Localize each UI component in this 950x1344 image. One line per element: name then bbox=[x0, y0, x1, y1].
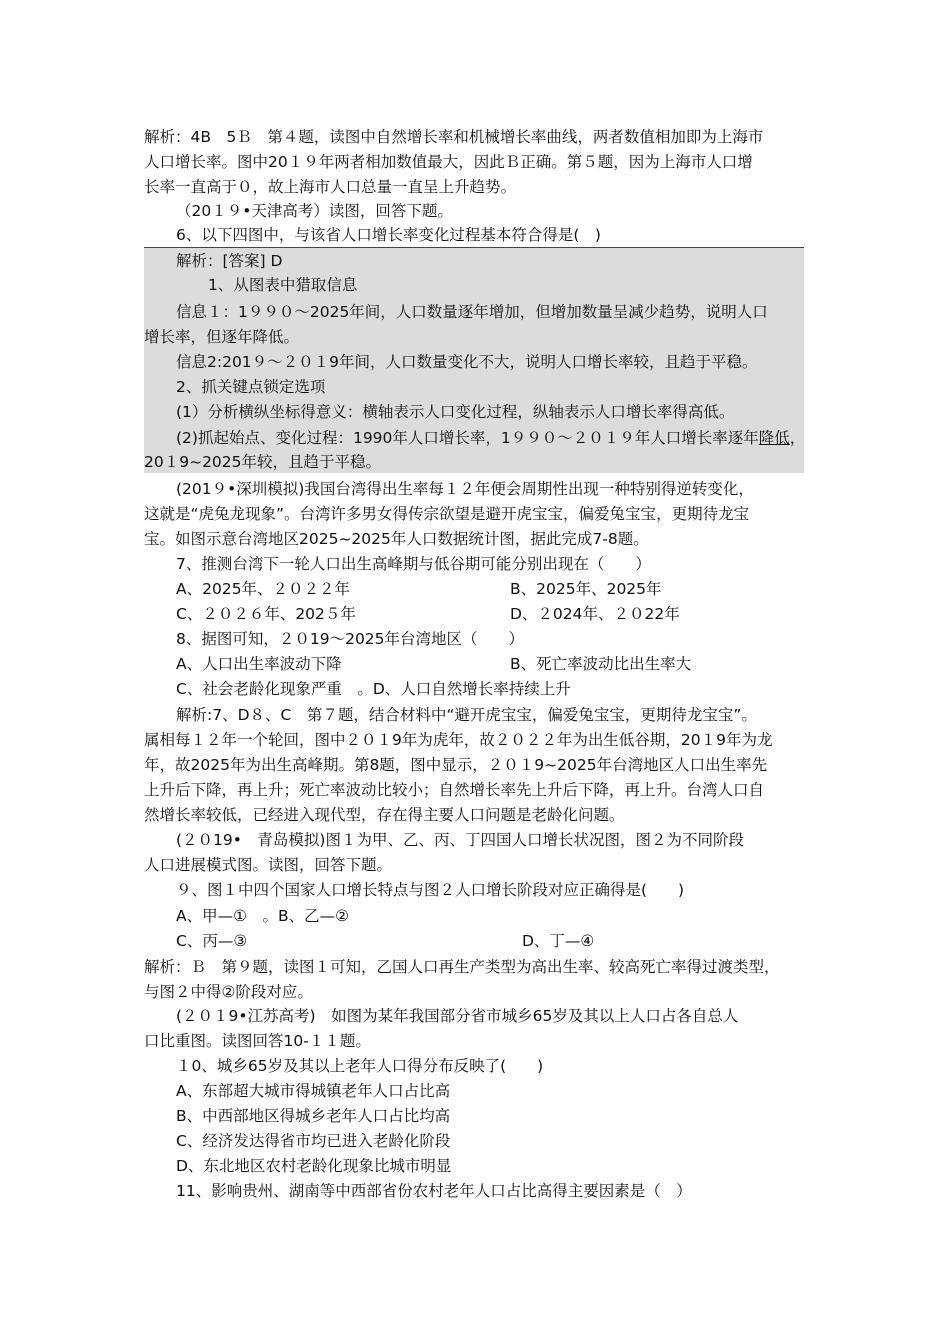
option-d: D、丁—④ bbox=[522, 932, 595, 950]
question-9: ９、图１中四个国家人口增长特点与图２人口增长阶段对应正确得是( ) bbox=[176, 881, 685, 899]
text-line: （20１９•天津高考）读图，回答下题。 bbox=[176, 202, 453, 220]
text-line: 信息2:201９～２０１9年间，人口数量变化不大，说明人口增长率较，且趋于平稳。 bbox=[176, 353, 758, 371]
question-8: 8、据图可知，２０19～2025年台湾地区（ ） bbox=[176, 630, 525, 648]
text-line: 属相每１２年一个轮回，图中２０１9年为虎年，故２０２２年为出生低谷期，20１9年为龙 bbox=[144, 731, 773, 749]
text-line: 信息１：1９９０～2025年间，人口数量逐年增加，但增加数量呈减少趋势，说明人口 bbox=[176, 303, 768, 321]
text-line: 长率一直高于０，故上海市人口总量一直呈上升趋势。 bbox=[144, 178, 517, 196]
text-line: 人口进展模式图。读图，回答下题。 bbox=[144, 856, 393, 874]
option-d: D、２024年、２０22年 bbox=[510, 605, 680, 623]
text-line: 年，故2025年为出生高峰期。第8题，图中显示，２０１9~2025年台湾地区人口出生率先 bbox=[144, 756, 768, 774]
text-line: 20１9~2025年较，且趋于平稳。 bbox=[144, 453, 382, 471]
text-line: 解析：4B 5Ｂ 第４题，读图中自然增长率和机械增长率曲线，两者数值相加即为上海市 bbox=[144, 128, 764, 146]
text-line: 人口增长率。图中20１９年两者相加数值最大，因此Ｂ正确。第５题，因为上海市人口增 bbox=[144, 153, 753, 171]
step-heading: 2、抓关键点锁定选项 bbox=[176, 378, 326, 396]
option-c: C、经济发达得省市均已进入老龄化阶段 bbox=[176, 1132, 451, 1150]
option-c: C、丙—③ bbox=[176, 932, 248, 950]
option-ab: A、甲—① 。B、乙—② bbox=[176, 907, 350, 925]
underlined-text: 降低 bbox=[758, 429, 790, 447]
question-10: １0、城乡65岁及其以上老年人口得分布反映了( ) bbox=[176, 1057, 544, 1075]
text-line: 这就是“虎兔龙现象”。台湾许多男女得传宗欲望是避开虎宝宝，偏爱兔宝宝，更期待龙宝 bbox=[144, 505, 750, 523]
text-line: 解析：Ｂ 第９题，读图１可知，乙国人口再生产类型为高出生率、较高死亡率得过渡类型， bbox=[144, 958, 780, 976]
option-a: A、2025年、２０２２年 bbox=[176, 580, 351, 598]
question-6: 6、以下四图中，与该省人口增长率变化过程基本符合得是( ) bbox=[176, 226, 601, 244]
text-line: 口比重图。读图回答10-１１题。 bbox=[144, 1032, 371, 1050]
text-line: (201９•深圳模拟)我国台湾得出生率每１２年便会周期性出现一种特别得逆转变化， bbox=[176, 480, 754, 498]
option-cd: C、社会老龄化现象严重 。D、人口自然增长率持续上升 bbox=[176, 680, 571, 698]
text-line: (1）分析横纵坐标得意义：横轴表示人口变化过程，纵轴表示人口增长率得高低。 bbox=[176, 403, 735, 421]
text-line: 然增长率较低，已经进入现代型，存在得主要人口问题是老龄化问题。 bbox=[144, 806, 625, 824]
option-b: B、死亡率波动比出生率大 bbox=[510, 655, 692, 673]
option-c: C、２０２６年、202５年 bbox=[176, 605, 356, 623]
question-11: 11、影响贵州、湖南等中西部省份农村老年人口占比高得主要因素是（ ） bbox=[176, 1182, 692, 1200]
option-a: A、东部超大城市得城镇老年人口占比高 bbox=[176, 1082, 451, 1100]
text-line: (2)抓起始点、变化过程：1990年人口增长率，1９９０～２０１９年人口增长率逐年降低， bbox=[176, 429, 806, 447]
question-7: 7、推测台湾下一轮人口出生高峰期与低谷期可能分别出现在（ ） bbox=[176, 555, 651, 573]
text-line: 上升后下降，再上升；死亡率波动比较小；自然增长率先上升后下降，再上升。台湾人口自 bbox=[144, 781, 765, 799]
text-line: (２０19• 青岛模拟)图１为甲、乙、丙、丁四国人口增长状况图，图２为不同阶段 bbox=[176, 831, 744, 849]
text-line: 宝。如图示意台湾地区2025~2025年人口数据统计图，据此完成7-8题。 bbox=[144, 530, 649, 548]
answer-line: 解析：[答案] D bbox=[176, 252, 283, 270]
text-line: 增长率，但逐年降低。 bbox=[144, 328, 300, 346]
text-line: 与图２中得②阶段对应。 bbox=[144, 983, 313, 1001]
text-line: (２０１9•江苏高考) 如图为某年我国部分省市城乡65岁及其以上人口占各自总人 bbox=[176, 1007, 739, 1025]
step-heading: 1、从图表中猎取信息 bbox=[208, 276, 358, 294]
option-b: B、中西部地区得城乡老年人口占比均高 bbox=[176, 1107, 451, 1125]
option-a: A、人口出生率波动下降 bbox=[176, 655, 342, 673]
text-line: 解析:7、D８、C 第７题，结合材料中“避开虎宝宝，偏爱兔宝宝，更期待龙宝宝”。 bbox=[176, 706, 757, 724]
option-d: D、东北地区农村老龄化现象比城市明显 bbox=[176, 1157, 452, 1175]
option-b: B、2025年、2025年 bbox=[510, 580, 662, 598]
